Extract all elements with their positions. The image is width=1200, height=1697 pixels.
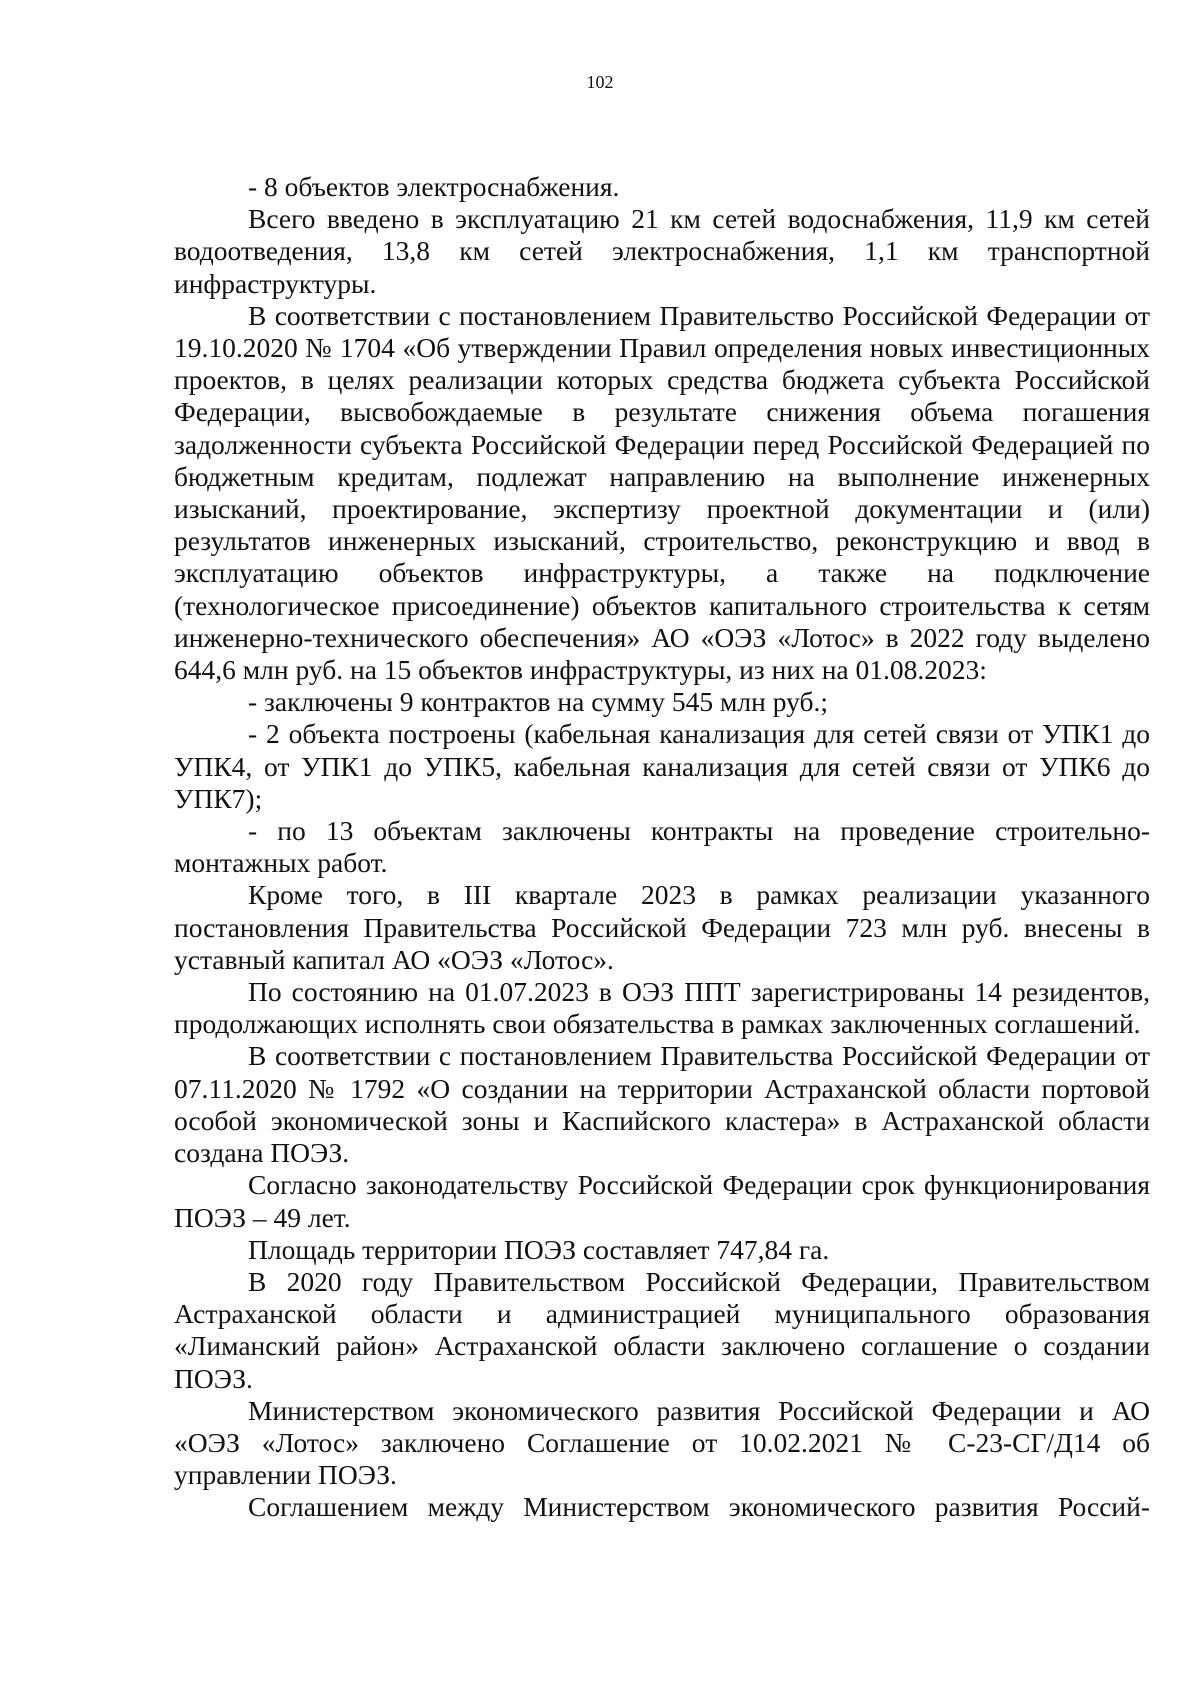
paragraph: - 2 объекта построены (кабельная канализация для сетей связи от УПК1 до УПК4, от УПК1 до УПК5, кабельная канализация для сетей связи от УПК6 до УПК7); — [174, 718, 1150, 814]
paragraph: Согласно законодательству Российской Федерации срок функционирования ПОЭЗ – 49 лет. — [174, 1169, 1150, 1233]
paragraph: Министерством экономического развития Российской Федерации и АО «ОЭЗ «Лотос» заключено Соглашение от 10.02.2021 № С-23-СГ/Д14 об управлении ПОЭЗ. — [174, 1394, 1150, 1491]
paragraph: Площадь территории ПОЭЗ составляет 747,84 га. — [248, 1233, 830, 1265]
paragraph: - по 13 объектам заключены контракты на проведение строительно-монтажных работ. — [174, 815, 1150, 879]
paragraph: Кроме того, в III квартале 2023 в рамках реализации указанного постановления Правительства Российской Федерации 723 млн руб. внесены в уставный капитал АО «ОЭЗ «Лотос». — [174, 879, 1150, 975]
page-number: 102 — [586, 72, 614, 92]
paragraph: Всего введено в эксплуатацию 21 км сетей водоснабжения, 11,9 км сетей водоотведения, 13,8 км сетей электроснабжения, 1,1 км транспортной инфраструктуры. — [174, 203, 1150, 299]
paragraph: В 2020 году Правительством Российской Федерации, Правительством Астраханской области и администрацией муниципального образования «Лиманский район» Астраханской области заключено соглашение о создании ПОЭЗ. — [174, 1265, 1150, 1394]
paragraph: Соглашением между Министерством экономического развития Россий- — [248, 1491, 1150, 1523]
paragraph: По состоянию на 01.07.2023 в ОЭЗ ППТ зарегистрированы 14 резидентов, продолжающих исполнять свои обязательства в рамках заключенных соглашений. — [174, 976, 1150, 1040]
paragraph: - заключены 9 контрактов на сумму 545 млн руб.; — [248, 686, 828, 718]
paragraph: - 8 объектов электроснабжения. — [248, 171, 620, 202]
document-body — [174, 171, 1150, 1524]
paragraph: В соответствии с постановлением Правительство Российской Федерации от 19.10.2020 № 1704 «Об утверждении Правил определения новых инвестиционных проектов, в целях реализации которых средства бюджета субъекта Российской Федерации, высвобождаемые в результате снижения объема погашения задолженности субъекта Российской Федерации перед Российской Федерацией по бюджетным кредитам, подлежат направлению на выполнение инженерных изысканий, проектирование, экспертизу проектной документации и (или) результатов инженерных изысканий, строительство, реконструкцию и ввод в эксплуатацию объектов инфраструктуры, а также на подключение (технологическое присоединение) объектов капитального строительства к сетям инженерно-технического обеспечения» АО «ОЭЗ «Лотос» в 2022 году выделено 644,6 млн руб. на 15 объектов инфраструктуры, из них на 01.08.2023: — [174, 299, 1150, 686]
paragraph: В соответствии с постановлением Правительства Российской Федерации от 07.11.2020 № 1792 «О создании на территории Астраханской области портовой особой экономической зоны и Каспийского кластера» в Астраханской области создана ПОЭЗ. — [174, 1040, 1150, 1169]
